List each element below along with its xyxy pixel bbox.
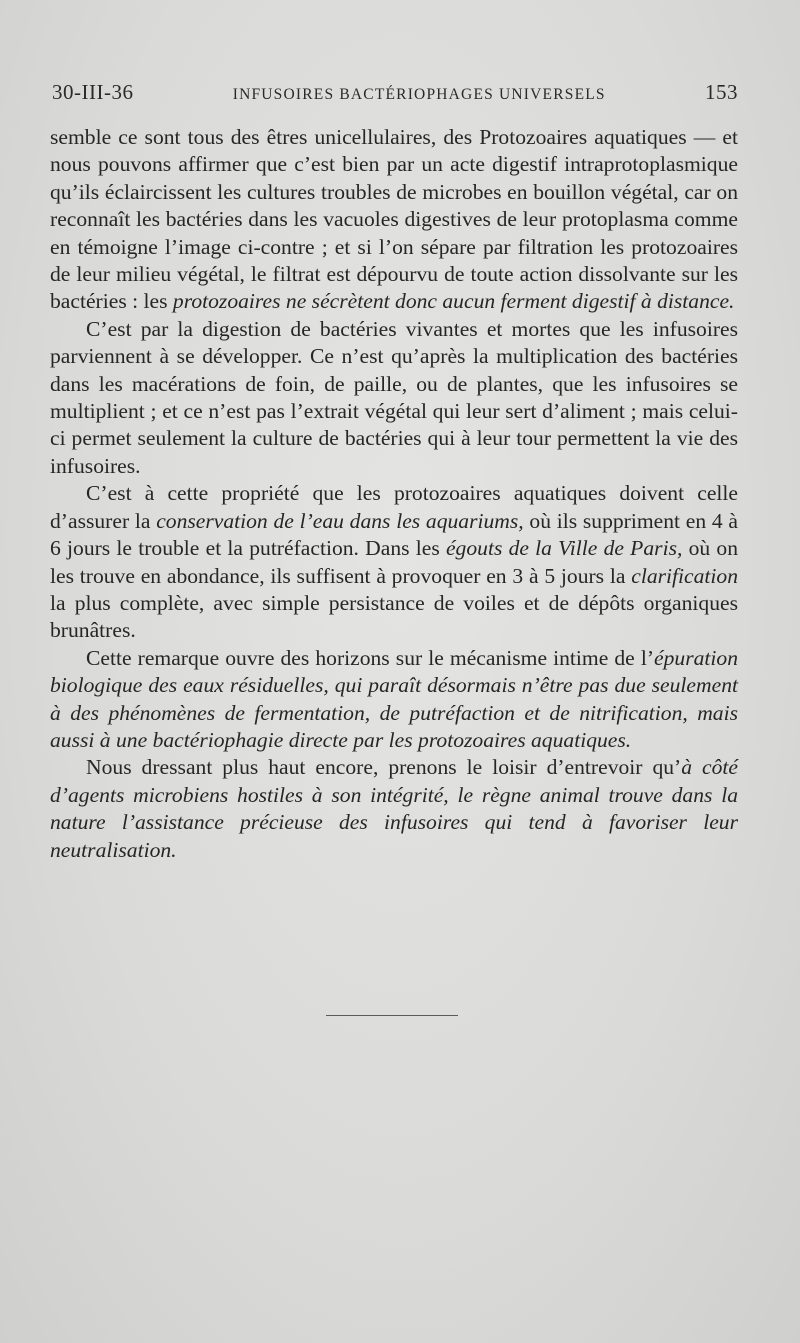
text-run: C’est à cette propriété que les protozoaires aquatiques doivent celle d’assurer la [50, 481, 738, 533]
text-run: où on les trouve en abondance, ils suffisent à provoquer en 3 à 5 jours la [50, 536, 739, 588]
text-run: Cette remarque ouvre des horizons sur le mécanisme intime de l’ [86, 645, 655, 670]
paragraph [50, 480, 738, 644]
italic-text: protozoaires ne sécrètent donc aucun ferment digestif à distance. [172, 289, 735, 314]
text-run: la plus complète, avec simple persistance de voiles et de dépôts organiques brunâtres. [50, 590, 738, 643]
end-rule [326, 1015, 458, 1016]
italic-text: à côté d’agents microbiens hostiles à son intégrité, le règne animal trouve dans la nature l’assistance précieuse des infusoires qui tend à favoriser leur neutralisation. [50, 755, 738, 862]
paragraph [50, 124, 738, 316]
paragraph [50, 316, 738, 480]
paragraph [50, 645, 738, 755]
paragraph [50, 754, 738, 864]
italic-text: conservation de l’eau dans les aquariums, [156, 508, 524, 533]
body-text [50, 124, 738, 864]
text-run: semble ce sont tous des êtres unicellulaires, des Protozoaires aquatiques — et nous pouvons affirmer que c’est bien par un acte digestif intraprotoplasmique qu’ils éclaircissent les cultures troubles de microbes en bouillon végétal, car on reconnaît les bactéries dans les vacuoles digestives de leur protoplasma comme en témoigne l’image ci-contre ; et si l’on sépare par filtration les protozoaires de leur milieu végétal, le filtrat est dépourvu de toute action dissolvante sur les bactéries : les [50, 125, 738, 314]
page-number: 153 [704, 80, 738, 104]
page-header [52, 80, 738, 116]
text-run: C’est par la digestion de bactéries vivantes et mortes que les infusoires parviennent à se développer. Ce n’est qu’après la multiplication des bactéries dans les macérations de foin, de paille, ou de plantes, que les infusoires se multiplient ; et ce n’est pas l’extrait végétal qui leur sert d’aliment ; mais celui-ci permet seulement la culture de bactéries qui à leur tour permettent la vie des infusoires. [50, 316, 738, 478]
text-run: où ils suppriment en 4 à 6 jours le trouble et la putréfaction. Dans les [50, 508, 738, 561]
header-date: 30-III-36 [52, 80, 134, 104]
italic-text: épuration biologique des eaux résiduelles, qui paraît désormais n’être pas due seulement à des phénomènes de fermentation, de putréfaction et de nitrification, mais aussi à une bactériophagie directe par les protozoaires aquatiques. [50, 645, 738, 752]
italic-text: égouts de la Ville de Paris, [445, 536, 683, 561]
italic-text: clarification [631, 563, 738, 588]
running-title: INFUSOIRES BACTÉRIOPHAGES UNIVERSELS [232, 86, 606, 103]
text-run: Nous dressant plus haut encore, prenons le loisir d’entrevoir qu’ [86, 755, 682, 780]
